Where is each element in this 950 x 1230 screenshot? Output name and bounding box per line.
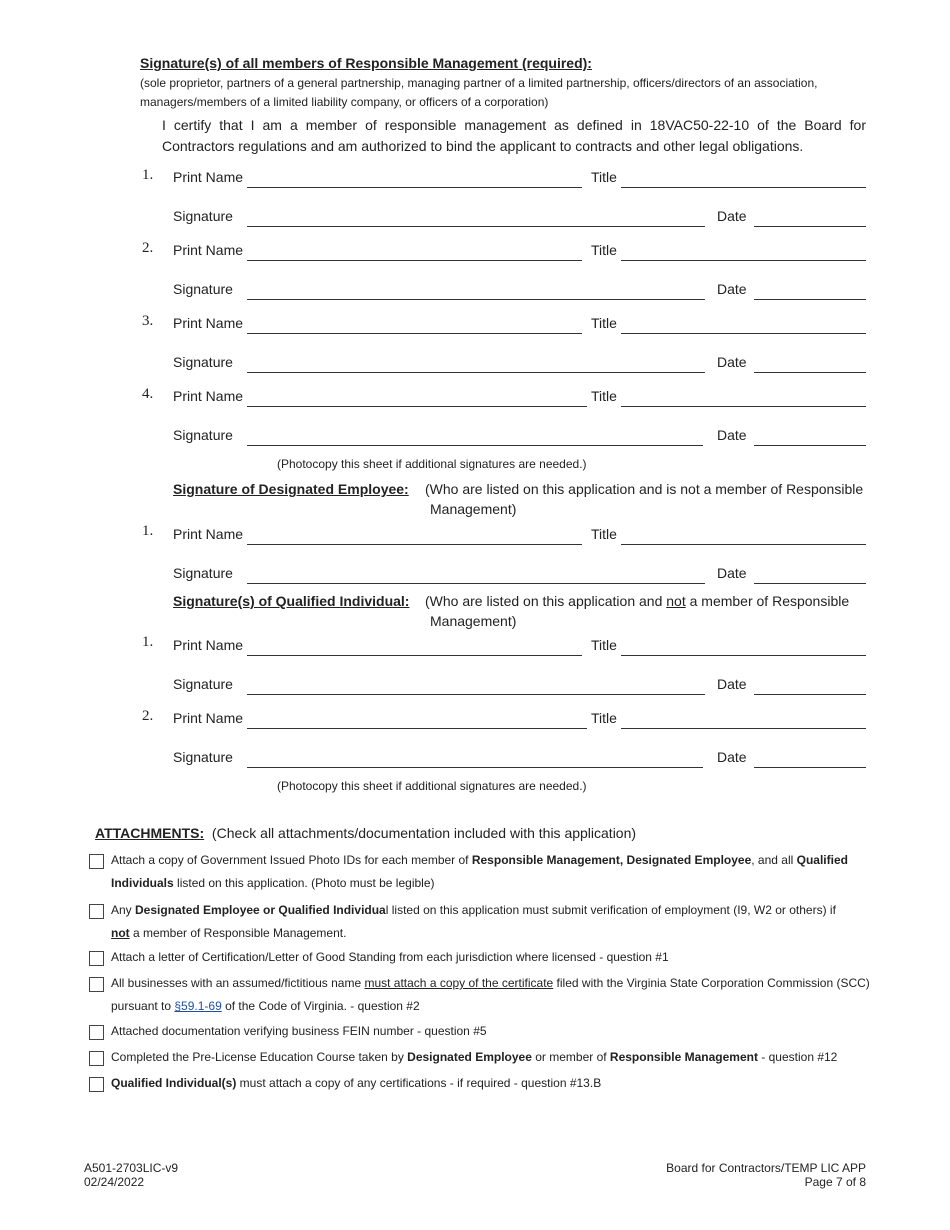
date-field[interactable] — [754, 372, 866, 373]
entry-number: 3. — [142, 313, 154, 329]
attachment-item-good-standing: Attach a letter of Certification/Letter of Good Standing from each jurisdiction where licensed - question #1 — [111, 950, 669, 964]
date-label: Date — [717, 565, 747, 581]
print-name-label: Print Name — [173, 388, 244, 404]
title-label: Title — [591, 169, 617, 185]
signature-label: Signature — [173, 676, 233, 692]
date-field[interactable] — [754, 583, 866, 584]
entry-number: 2. — [142, 240, 154, 256]
date-field[interactable] — [754, 445, 866, 446]
print-name-label: Print Name — [173, 526, 244, 542]
section-title: Signature(s) of all members of Responsible Management (required): — [140, 55, 592, 71]
title-field[interactable] — [621, 544, 866, 545]
date-label: Date — [717, 427, 747, 443]
form-id: A501-2703LIC-v9 — [84, 1161, 179, 1175]
signature-label: Signature — [173, 749, 233, 765]
qualified-individual-note-line2: Management) — [430, 613, 517, 629]
certification-statement-line2: Contractors regulations and am authorized to bind the applicant to contracts and other legal obligations. — [162, 138, 804, 154]
signature-label: Signature — [173, 565, 233, 581]
print-name-field[interactable] — [247, 260, 582, 261]
signature-label: Signature — [173, 354, 233, 370]
signature-label: Signature — [173, 281, 233, 297]
date-label: Date — [717, 749, 747, 765]
signature-label: Signature — [173, 427, 233, 443]
date-label: Date — [717, 354, 747, 370]
signature-field[interactable] — [247, 767, 703, 768]
attachment-item-fictitious-name: All businesses with an assumed/fictitious name must attach a copy of the certificate filed with the Virginia State Corporation Commission (SCC) pursuant to §59.1-69 of the Code of Virginia. - question #2 — [111, 976, 870, 1013]
attachment-checkbox-certifications[interactable] — [89, 1077, 104, 1092]
title-field[interactable] — [621, 728, 866, 729]
entry-number: 1. — [142, 634, 154, 650]
entry-number: 1. — [142, 523, 154, 539]
designated-employee-note-line2: Management) — [430, 501, 517, 517]
attachments-header: ATTACHMENTS: (Check all attachments/documentation included with this application) — [95, 825, 637, 841]
signature-field[interactable] — [247, 372, 705, 373]
print-name-label: Print Name — [173, 169, 244, 185]
date-label: Date — [717, 676, 747, 692]
attachment-item-certifications: Qualified Individual(s) must attach a copy of any certifications - if required - question #13.B — [111, 1076, 602, 1090]
signature-field[interactable] — [247, 226, 705, 227]
section-description-line2: managers/members of a limited liability company, or officers of a corporation) — [140, 95, 549, 109]
print-name-field[interactable] — [247, 544, 582, 545]
print-name-field[interactable] — [247, 187, 582, 188]
print-name-field[interactable] — [247, 655, 582, 656]
signature-label: Signature — [173, 208, 233, 224]
signature-field[interactable] — [247, 445, 703, 446]
attachment-checkbox-pre-license-course[interactable] — [89, 1051, 104, 1066]
certification-statement-line1: I certify that I am a member of responsible management as defined in 18VAC50-22-10 of the Board for — [162, 117, 866, 133]
board-name: Board for Contractors/TEMP LIC APP — [666, 1161, 866, 1175]
designated-employee-heading: Signature of Designated Employee: — [173, 481, 409, 497]
attachment-item-photo-ids: Attach a copy of Government Issued Photo IDs for each member of Responsible Management, Designated Employee, and all Qualified Individuals listed on this application. (Photo must be legible) — [111, 853, 848, 890]
title-field[interactable] — [621, 187, 866, 188]
print-name-label: Print Name — [173, 637, 244, 653]
code-section-link[interactable]: §59.1-69 — [174, 999, 222, 1013]
form-date: 02/24/2022 — [84, 1175, 145, 1189]
title-label: Title — [591, 315, 617, 331]
signature-field[interactable] — [247, 583, 705, 584]
date-label: Date — [717, 281, 747, 297]
attachment-item-employment-verification: Any Designated Employee or Qualified Individual listed on this application must submit verification of employment (I9, W2 or others) if not a member of Responsible Management. — [111, 903, 836, 940]
section-description-line1: (sole proprietor, partners of a general partnership, managing partner of a limited partnership, officers/directors of an association, — [140, 76, 818, 90]
page-number: Page 7 of 8 — [804, 1175, 866, 1189]
title-field[interactable] — [621, 406, 866, 407]
title-field[interactable] — [621, 260, 866, 261]
print-name-label: Print Name — [173, 315, 244, 331]
title-label: Title — [591, 242, 617, 258]
attachment-item-pre-license-course: Completed the Pre-License Education Course taken by Designated Employee or member of Responsible Management - question #12 — [111, 1050, 838, 1064]
entry-number: 1. — [142, 167, 154, 183]
title-label: Title — [591, 710, 617, 726]
attachment-checkbox-employment-verification[interactable] — [89, 904, 104, 919]
qualified-individual-heading: Signature(s) of Qualified Individual: — [173, 593, 410, 609]
print-name-field[interactable] — [247, 333, 582, 334]
attachment-item-fein: Attached documentation verifying business FEIN number - question #5 — [111, 1024, 487, 1038]
title-label: Title — [591, 388, 617, 404]
attachment-checkbox-fictitious-name[interactable] — [89, 977, 104, 992]
print-name-field[interactable] — [247, 406, 587, 407]
title-label: Title — [591, 526, 617, 542]
entry-number: 4. — [142, 386, 154, 402]
qualified-individual-note-line1: (Who are listed on this application and not a member of Responsible — [425, 593, 850, 609]
signature-field[interactable] — [247, 299, 705, 300]
attachment-checkbox-fein[interactable] — [89, 1025, 104, 1040]
title-field[interactable] — [621, 655, 866, 656]
print-name-label: Print Name — [173, 710, 244, 726]
attachment-checkbox-good-standing[interactable] — [89, 951, 104, 966]
date-field[interactable] — [754, 767, 866, 768]
designated-employee-note-line1: (Who are listed on this application and is not a member of Responsible — [425, 481, 864, 497]
photocopy-note: (Photocopy this sheet if additional signatures are needed.) — [277, 779, 587, 793]
entry-number: 2. — [142, 708, 154, 724]
date-field[interactable] — [754, 299, 866, 300]
attachment-checkbox-photo-ids[interactable] — [89, 854, 104, 869]
signature-field[interactable] — [247, 694, 705, 695]
print-name-label: Print Name — [173, 242, 244, 258]
title-label: Title — [591, 637, 617, 653]
date-field[interactable] — [754, 226, 866, 227]
photocopy-note: (Photocopy this sheet if additional signatures are needed.) — [277, 457, 587, 471]
date-field[interactable] — [754, 694, 866, 695]
date-label: Date — [717, 208, 747, 224]
title-field[interactable] — [621, 333, 866, 334]
print-name-field[interactable] — [247, 728, 587, 729]
